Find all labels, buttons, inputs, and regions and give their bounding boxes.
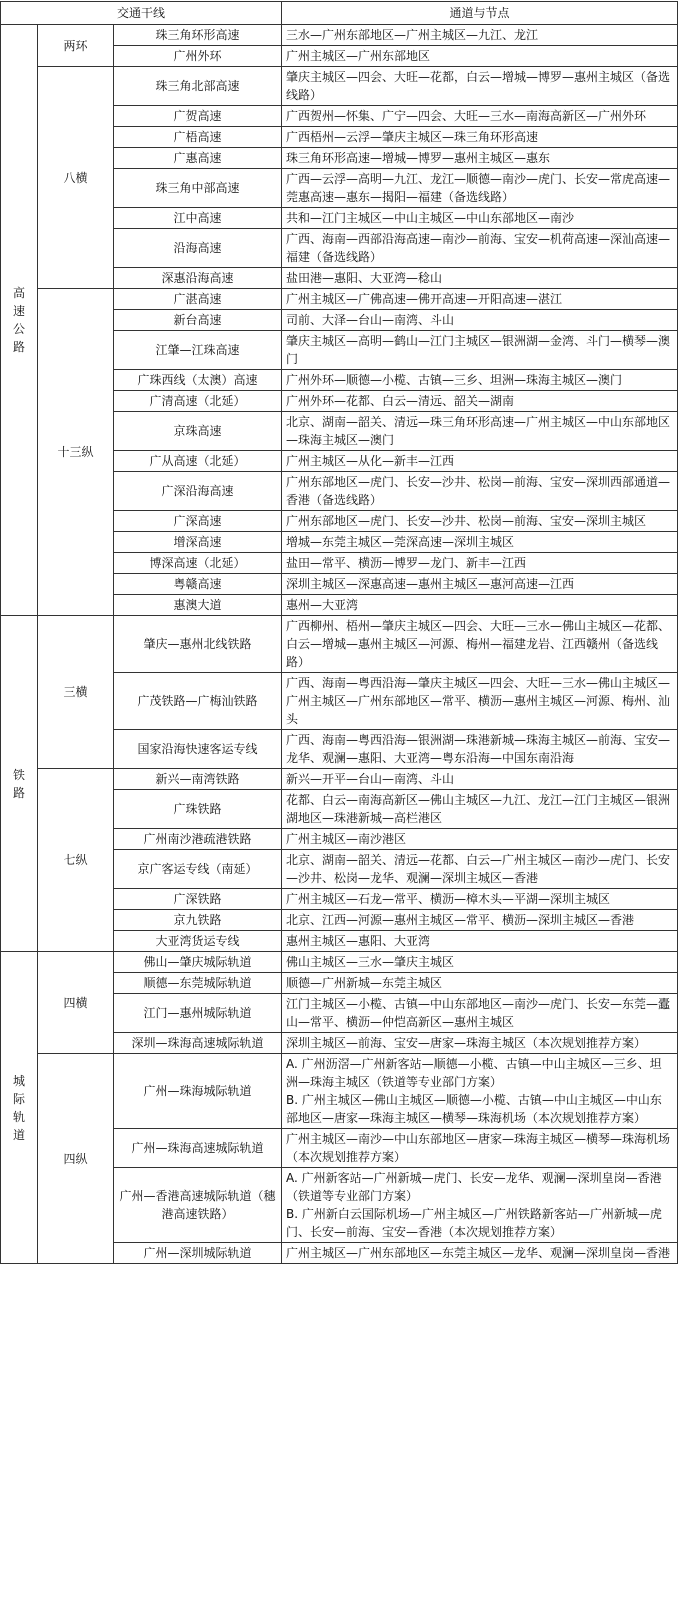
corridor-nodes: 盐田—常平、横沥—博罗—龙门、新丰—江西 (282, 553, 678, 574)
trunk-line-name: 广贺高速 (114, 106, 282, 127)
corridor-nodes: A. 广州新客站—广州新城—虎门、长安—龙华、观澜—深圳皇岗—香港（铁道等专业部门方案） B. 广州新白云国际机场—广州主城区—广州铁路新客站—广州新城—虎门、长安—前海、宝安—香港（本次规划推荐方案） (282, 1168, 678, 1243)
corridor-nodes: 广州东部地区—虎门、长安—沙井、松岗—前海、宝安—深圳西部通道—香港（备选线路） (282, 472, 678, 511)
corridor-nodes: 增城—东莞主城区—莞深高速—深圳主城区 (282, 532, 678, 553)
trunk-line-name: 广从高速（北延） (114, 451, 282, 472)
corridor-nodes: 广州主城区—广佛高速—佛开高速—开阳高速—湛江 (282, 289, 678, 310)
trunk-line-name: 广梧高速 (114, 127, 282, 148)
corridor-nodes: 佛山主城区—三水—肇庆主城区 (282, 952, 678, 973)
trunk-line-name: 京九铁路 (114, 910, 282, 931)
trunk-line-name: 珠三角环形高速 (114, 25, 282, 46)
corridor-nodes: 深圳主城区—深惠高速—惠州主城区—惠河高速—江西 (282, 574, 678, 595)
corridor-nodes: 惠州—大亚湾 (282, 595, 678, 616)
corridor-nodes: 广州主城区—广州东部地区 (282, 46, 678, 67)
trunk-line-name: 广珠西线（太澳）高速 (114, 370, 282, 391)
corridor-nodes: 广西柳州、梧州—肇庆主城区—四会、大旺—三水—佛山主城区—花都、白云—增城—惠州主城区—河源、梅州—福建龙岩、江西赣州（备选线路） (282, 616, 678, 673)
corridor-nodes: 广西梧州—云浮—肇庆主城区—珠三角环形高速 (282, 127, 678, 148)
trunk-line-name: 广湛高速 (114, 289, 282, 310)
group-label: 八横 (38, 67, 114, 289)
corridor-nodes: 珠三角环形高速—增城—博罗—惠州主城区—惠东 (282, 148, 678, 169)
group-label: 七纵 (38, 769, 114, 952)
trunk-line-name: 京广客运专线（南延） (114, 850, 282, 889)
trunk-line-name: 惠澳大道 (114, 595, 282, 616)
trunk-line-name: 江肇—江珠高速 (114, 331, 282, 370)
corridor-nodes: 广西、海南—西部沿海高速—南沙—前海、宝安—机荷高速—深汕高速—福建（备选线路） (282, 229, 678, 268)
corridor-nodes: 广州外环—顺德—小榄、古镇—三乡、坦洲—珠海主城区—澳门 (282, 370, 678, 391)
section-label (1, 616, 38, 952)
group-label: 三横 (38, 616, 114, 769)
trunk-line-name: 博深高速（北延） (114, 553, 282, 574)
trunk-line-name: 新台高速 (114, 310, 282, 331)
corridor-nodes: 广州主城区—南沙—中山东部地区—唐家—珠海主城区—横琴—珠海机场（本次规划推荐方案） (282, 1129, 678, 1168)
trunk-line-name: 顺德—东莞城际轨道 (114, 973, 282, 994)
corridor-nodes: 广西、海南—粤西沿海—肇庆主城区—四会、大旺—三水—佛山主城区—广州主城区—广州东部地区—常平、横沥—惠州主城区—河源、梅州、汕头 (282, 673, 678, 730)
trunk-line-name: 京珠高速 (114, 412, 282, 451)
section-label-text: 城 际 轨 道 (12, 1073, 25, 1142)
group-label: 四纵 (38, 1054, 114, 1264)
table-row (1, 25, 678, 46)
traffic-network-table (0, 1, 678, 1264)
corridor-nodes: 肇庆主城区—高明—鹤山—江门主城区—银洲湖—金湾、斗门—横琴—澳门 (282, 331, 678, 370)
trunk-line-name: 大亚湾货运专线 (114, 931, 282, 952)
corridor-nodes: 盐田港—惠阳、大亚湾—稔山 (282, 268, 678, 289)
trunk-line-name: 肇庆—惠州北线铁路 (114, 616, 282, 673)
trunk-line-name: 广州—香港高速城际轨道（穗港高速铁路） (114, 1168, 282, 1243)
section-label (1, 952, 38, 1264)
trunk-line-name: 新兴—南湾铁路 (114, 769, 282, 790)
trunk-line-name: 珠三角中部高速 (114, 169, 282, 208)
corridor-nodes: 花都、白云—南海高新区—佛山主城区—九江、龙江—江门主城区—银洲湖地区—珠港新城—高栏港区 (282, 790, 678, 829)
table-row (1, 67, 678, 106)
table-row (1, 769, 678, 790)
group-label: 四横 (38, 952, 114, 1054)
corridor-nodes: 司前、大泽—台山—南湾、斗山 (282, 310, 678, 331)
section-label (1, 25, 38, 616)
trunk-line-name: 广州—珠海高速城际轨道 (114, 1129, 282, 1168)
trunk-line-name: 广州外环 (114, 46, 282, 67)
corridor-nodes: 北京、江西—河源—惠州主城区—常平、横沥—深圳主城区—香港 (282, 910, 678, 931)
trunk-line-name: 广深铁路 (114, 889, 282, 910)
trunk-line-name: 增深高速 (114, 532, 282, 553)
table-row (1, 1054, 678, 1129)
trunk-line-name: 广深高速 (114, 511, 282, 532)
trunk-line-name: 广深沿海高速 (114, 472, 282, 511)
trunk-line-name: 国家沿海快速客运专线 (114, 730, 282, 769)
corridor-nodes: 共和—江门主城区—中山主城区—中山东部地区—南沙 (282, 208, 678, 229)
corridor-nodes: 广州主城区—从化—新丰—江西 (282, 451, 678, 472)
corridor-nodes: 北京、湖南—韶关、清远—花都、白云—广州主城区—南沙—虎门、长安—沙井、松岗—龙华、观澜—深圳主城区—香港 (282, 850, 678, 889)
trunk-line-name: 广州—珠海城际轨道 (114, 1054, 282, 1129)
table-body (1, 25, 678, 1264)
corridor-nodes: A. 广州沥滘—广州新客站—顺德—小榄、古镇—中山主城区—三乡、坦洲—珠海主城区（铁道等专业部门方案） B. 广州主城区—佛山主城区—顺德—小榄、古镇—中山主城区—中山东部地区—唐家—珠海主城区—横琴—珠海机场（本次规划推荐方案） (282, 1054, 678, 1129)
group-label: 两环 (38, 25, 114, 67)
trunk-line-name: 江中高速 (114, 208, 282, 229)
corridor-nodes: 三水—广州东部地区—广州主城区—九江、龙江 (282, 25, 678, 46)
corridor-nodes: 广西—云浮—高明—九江、龙江—顺德—南沙—虎门、长安—常虎高速—莞惠高速—惠东—揭阳—福建（备选线路） (282, 169, 678, 208)
trunk-line-name: 广清高速（北延） (114, 391, 282, 412)
corridor-nodes: 顺德—广州新城—东莞主城区 (282, 973, 678, 994)
corridor-nodes: 广西贺州—怀集、广宁—四会、大旺—三水—南海高新区—广州外环 (282, 106, 678, 127)
trunk-line-name: 广州—深圳城际轨道 (114, 1243, 282, 1264)
trunk-line-name: 江门—惠州城际轨道 (114, 994, 282, 1033)
header-row (1, 2, 678, 25)
corridor-nodes: 北京、湖南—韶关、清远—珠三角环形高速—广州主城区—中山东部地区—珠海主城区—澳门 (282, 412, 678, 451)
table-row (1, 616, 678, 673)
section-label-text: 高 速 公 路 (12, 286, 25, 354)
trunk-line-name: 珠三角北部高速 (114, 67, 282, 106)
corridor-nodes: 广州主城区—南沙港区 (282, 829, 678, 850)
trunk-line-name: 深圳—珠海高速城际轨道 (114, 1033, 282, 1054)
header-trunk-line: 交通干线 (1, 2, 282, 25)
trunk-line-name: 粤赣高速 (114, 574, 282, 595)
corridor-nodes: 新兴—开平—台山—南湾、斗山 (282, 769, 678, 790)
trunk-line-name: 广惠高速 (114, 148, 282, 169)
corridor-nodes: 广州外环—花都、白云—清远、韶关—湖南 (282, 391, 678, 412)
trunk-line-name: 佛山—肇庆城际轨道 (114, 952, 282, 973)
group-label: 十三纵 (38, 289, 114, 616)
corridor-nodes: 广西、海南—粤西沿海—银洲湖—珠港新城—珠海主城区—前海、宝安—龙华、观澜—惠阳、大亚湾—粤东沿海—中国东南沿海 (282, 730, 678, 769)
trunk-line-name: 深惠沿海高速 (114, 268, 282, 289)
trunk-line-name: 广茂铁路—广梅汕铁路 (114, 673, 282, 730)
table-row (1, 952, 678, 973)
corridor-nodes: 广州东部地区—虎门、长安—沙井、松岗—前海、宝安—深圳主城区 (282, 511, 678, 532)
table-row (1, 289, 678, 310)
trunk-line-name: 广州南沙港疏港铁路 (114, 829, 282, 850)
header-corridor-nodes: 通道与节点 (282, 2, 678, 25)
corridor-nodes: 广州主城区—广州东部地区—东莞主城区—龙华、观澜—深圳皇岗—香港 (282, 1243, 678, 1264)
section-label-text: 铁 路 (12, 767, 25, 800)
trunk-line-name: 沿海高速 (114, 229, 282, 268)
corridor-nodes: 广州主城区—石龙—常平、横沥—樟木头—平湖—深圳主城区 (282, 889, 678, 910)
corridor-nodes: 惠州主城区—惠阳、大亚湾 (282, 931, 678, 952)
trunk-line-name: 广珠铁路 (114, 790, 282, 829)
corridor-nodes: 深圳主城区—前海、宝安—唐家—珠海主城区（本次规划推荐方案） (282, 1033, 678, 1054)
corridor-nodes: 江门主城区—小榄、古镇—中山东部地区—南沙—虎门、长安—东莞—蠹山—常平、横沥—仲恺高新区—惠州主城区 (282, 994, 678, 1033)
corridor-nodes: 肇庆主城区—四会、大旺—花都，白云—增城—博罗—惠州主城区（备选线路） (282, 67, 678, 106)
